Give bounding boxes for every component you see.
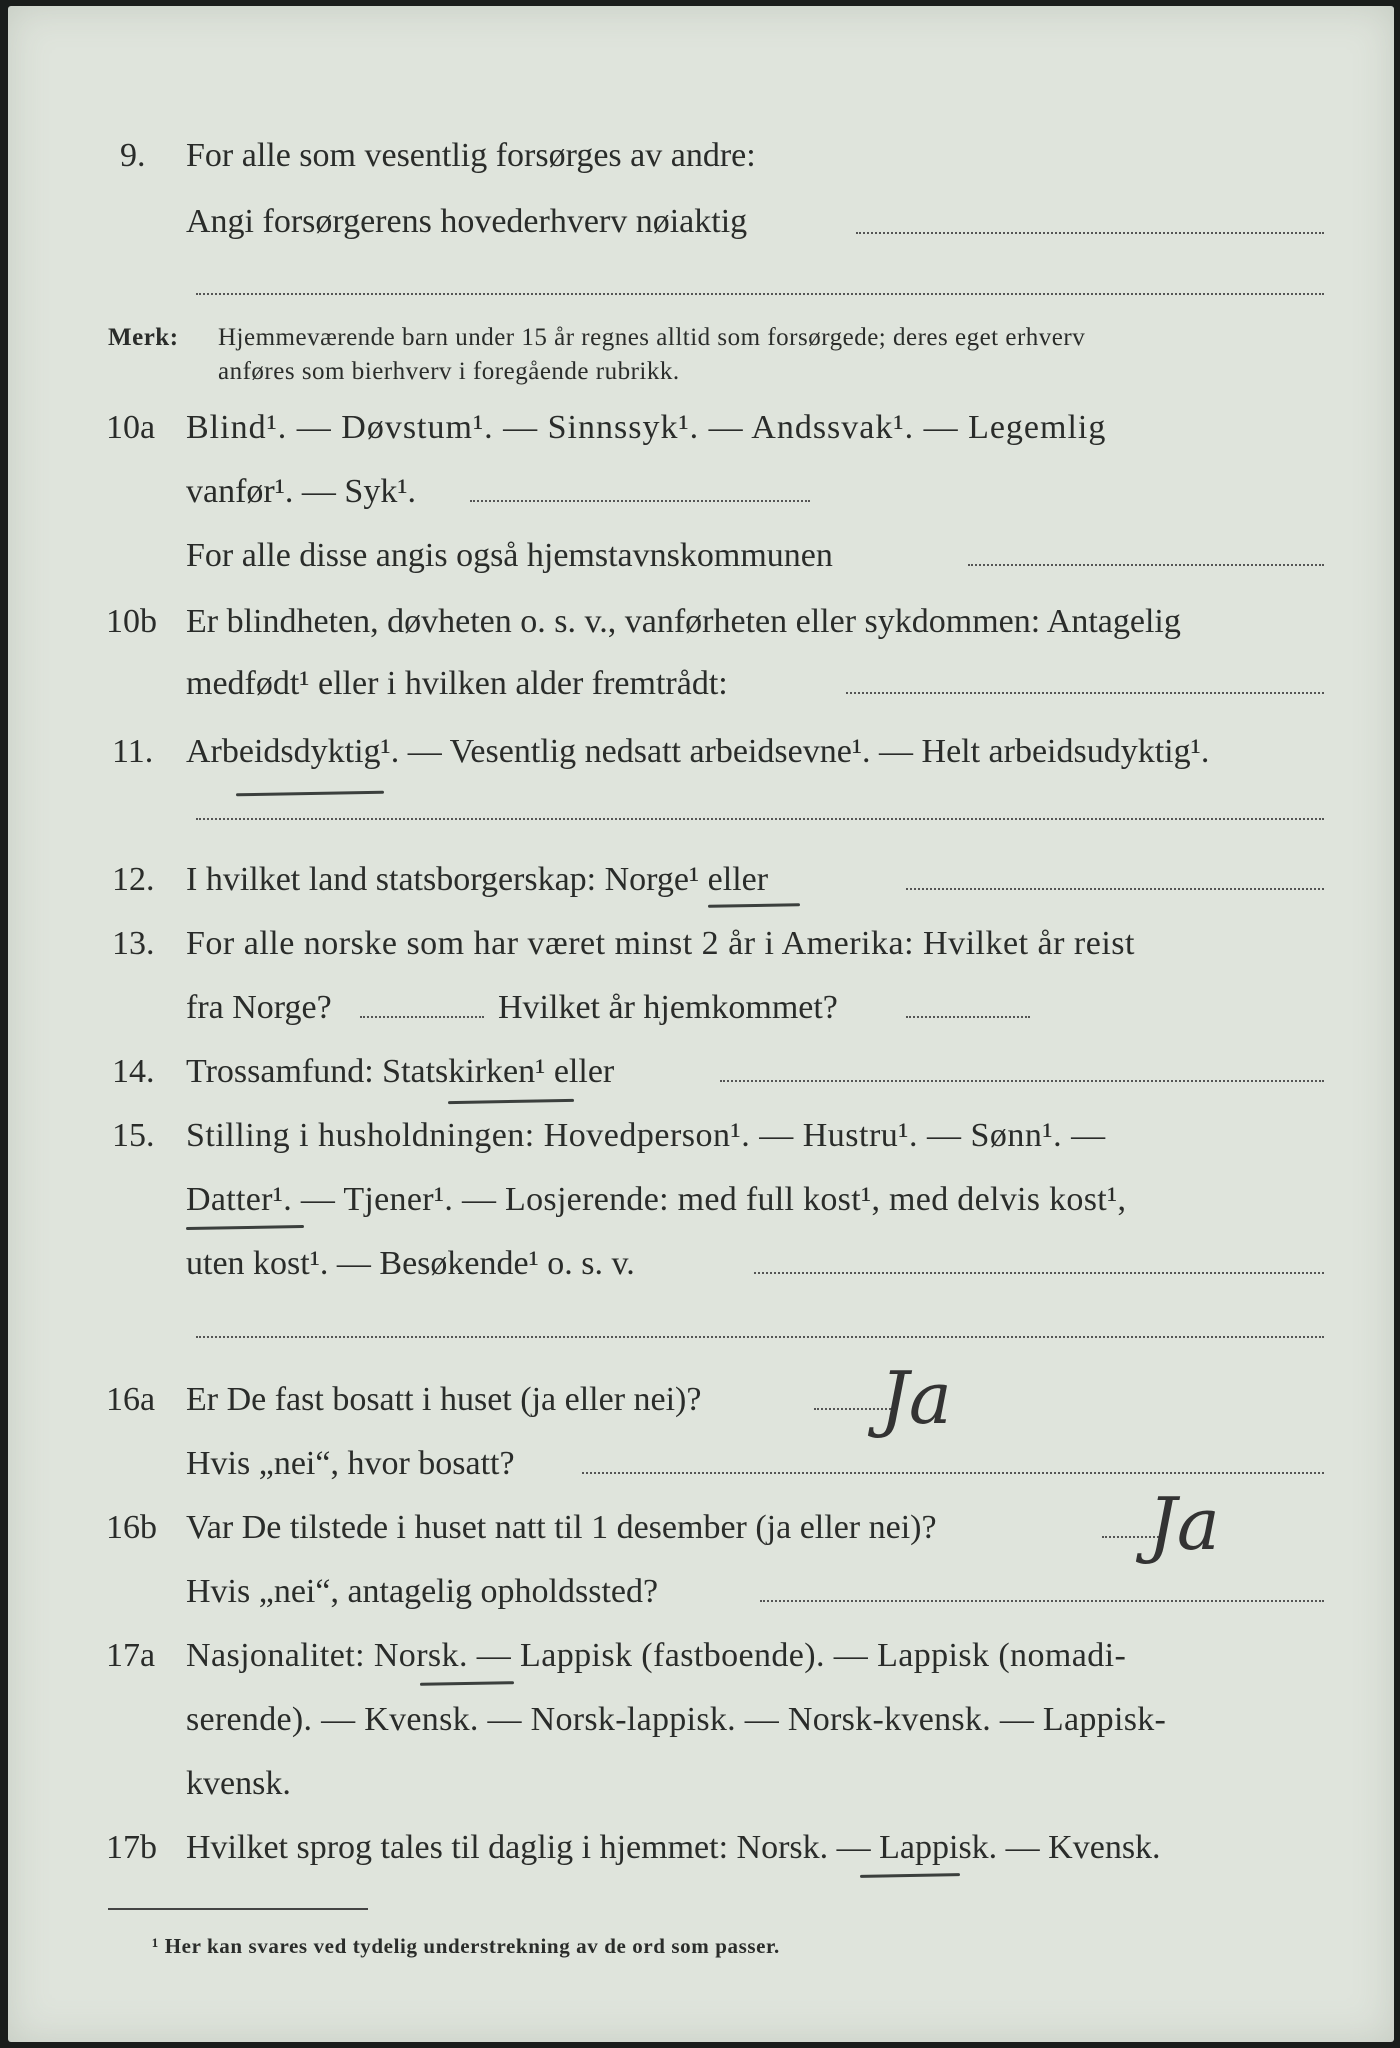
- q10a-home-dots: [968, 564, 1324, 566]
- q16b-line-1: Var De tilstede i huset natt til 1 desember (ja eller nei)?: [186, 1509, 937, 1546]
- q17a-line-3: kvensk.: [186, 1765, 291, 1802]
- q11-number: 11.: [112, 733, 154, 770]
- q17a-number: 17a: [106, 1637, 156, 1674]
- q14-answer-dots: [720, 1080, 1324, 1082]
- q17a-line-1: Nasjonalitet: Norsk. — Lappisk (fastboende). — Lappisk (nomadi-: [186, 1637, 1127, 1674]
- q13-line-2b: Hvilket år hjemkommet?: [498, 989, 838, 1026]
- q13-hjemkommet-dots: [906, 1016, 1030, 1018]
- q9-line-2: Angi forsørgerens hovederhverv nøiaktig: [186, 203, 748, 240]
- q10a-answer-dots: [470, 500, 810, 502]
- q17a-line-2: serende). — Kvensk. — Norsk-lappisk. — Norsk-kvensk. — Lappisk-: [186, 1701, 1167, 1738]
- q17b-line-1: Hvilket sprog tales til daglig i hjemmet: Norsk. — Lappisk. — Kvensk.: [186, 1829, 1161, 1866]
- footnote-rule: [108, 1908, 368, 1910]
- q10a-line-1: Blind¹. — Døvstum¹. — Sinnssyk¹. — Andssvak¹. — Legemlig: [186, 409, 1107, 446]
- q15-number: 15.: [112, 1117, 155, 1154]
- q10b-number: 10b: [106, 603, 157, 640]
- q16a-line-2: Hvis „nei“, hvor bosatt?: [186, 1445, 515, 1482]
- q15-line-3: uten kost¹. — Besøkende¹ o. s. v.: [186, 1245, 635, 1282]
- q16a-line-1: Er De fast bosatt i huset (ja eller nei)?: [186, 1381, 702, 1418]
- q17b-underline-mark: [860, 1873, 960, 1878]
- q9-answer-dots-2: [196, 293, 1324, 295]
- census-form-page: [8, 6, 1394, 2042]
- q17b-number: 17b: [106, 1829, 157, 1866]
- q10a-number: 10a: [106, 409, 156, 446]
- footnote: ¹ Her kan svares ved tydelig understrekning av de ord som passer.: [152, 1934, 780, 1958]
- q11-line-1: Arbeidsdyktig¹. — Vesentlig nedsatt arbeidsevne¹. — Helt arbeidsudyktig¹.: [186, 733, 1210, 770]
- q15-answer-dots-2: [196, 1336, 1324, 1338]
- q9-number: 9.: [120, 137, 146, 174]
- q13-number: 13.: [112, 925, 155, 962]
- q17a-underline-mark: [420, 1681, 514, 1686]
- q15-line-2: Datter¹. — Tjener¹. — Losjerende: med full kost¹, med delvis kost¹,: [186, 1181, 1127, 1218]
- merk-line-1: Hjemmeværende barn under 15 år regnes alltid som forsørgede; deres eget erhverv: [218, 324, 1086, 351]
- q10b-answer-dots: [846, 692, 1324, 694]
- q15-underline-mark: [186, 1225, 304, 1230]
- q10b-line-1: Er blindheten, døvheten o. s. v., vanførheten eller sykdommen: Antagelig: [186, 603, 1181, 640]
- q10a-line-2: vanfør¹. — Syk¹.: [186, 473, 417, 510]
- q14-number: 14.: [112, 1053, 155, 1090]
- q16b-handwritten-answer: Ja: [1148, 1482, 1220, 1566]
- q16b-line-2: Hvis „nei“, antagelig opholdssted?: [186, 1573, 659, 1610]
- q15-line-1: Stilling i husholdningen: Hovedperson¹. — Hustru¹. — Sønn¹. —: [186, 1117, 1106, 1154]
- q12-number: 12.: [112, 861, 155, 898]
- q16b-number: 16b: [106, 1509, 157, 1546]
- q16b-opholdssted-dots: [760, 1600, 1324, 1602]
- q11-underline-mark: [236, 791, 384, 797]
- q16a-number: 16a: [106, 1381, 156, 1418]
- q10b-line-2: medfødt¹ eller i hvilken alder fremtrådt:: [186, 665, 728, 702]
- q12-answer-dots: [906, 888, 1324, 890]
- q13-line-1: For alle norske som har været minst 2 år i Amerika: Hvilket år reist: [186, 925, 1135, 962]
- q14-line-1: Trossamfund: Statskirken¹ eller: [186, 1053, 615, 1090]
- q13-reist-dots: [360, 1016, 484, 1018]
- q9-answer-dots: [856, 232, 1324, 234]
- q11-answer-dots: [196, 818, 1324, 820]
- q13-line-2a: fra Norge?: [186, 989, 332, 1026]
- q14-underline-mark: [448, 1099, 574, 1104]
- q12-underline-mark: [708, 903, 800, 908]
- q16a-bosatt-dots: [582, 1472, 1324, 1474]
- q16a-handwritten-answer: Ja: [880, 1356, 952, 1440]
- q10a-line-3: For alle disse angis også hjemstavnskommunen: [186, 537, 833, 574]
- q15-answer-dots: [754, 1272, 1324, 1274]
- merk-label: Merk:: [108, 324, 179, 351]
- q9-line-1: For alle som vesentlig forsørges av andre:: [186, 137, 756, 174]
- merk-line-2: anføres som bierhverv i foregående rubrikk.: [218, 358, 680, 385]
- q12-line-1: I hvilket land statsborgerskap: Norge¹ eller: [186, 861, 769, 898]
